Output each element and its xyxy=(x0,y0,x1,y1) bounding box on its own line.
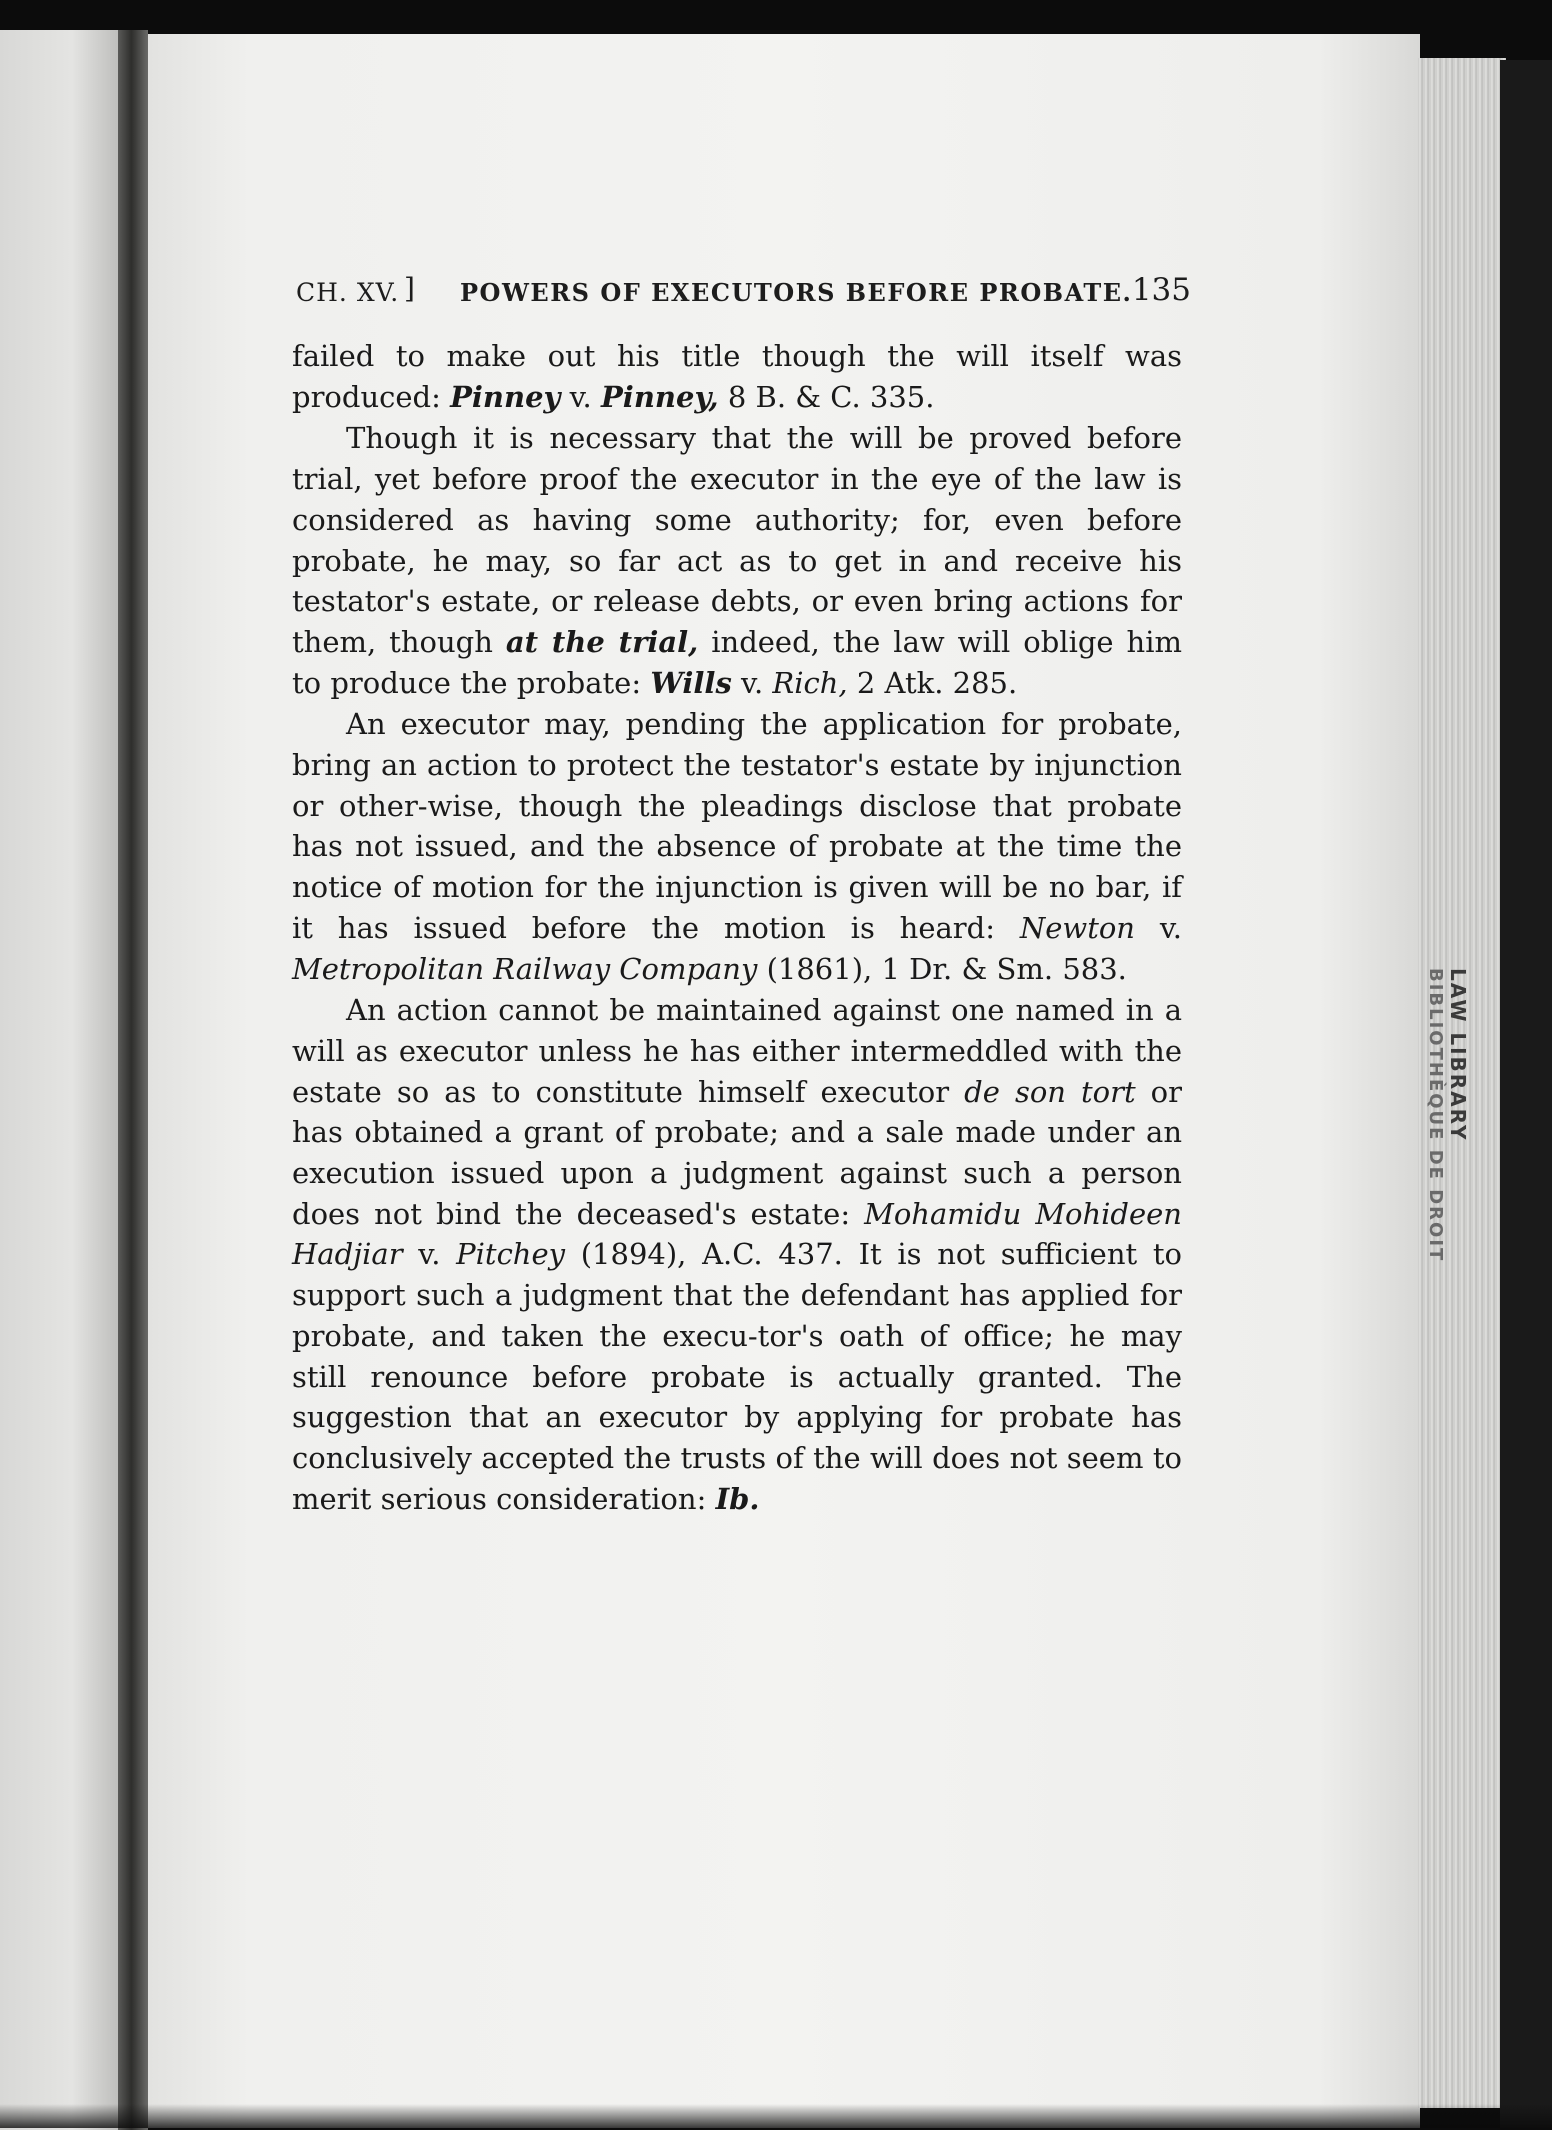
paragraph xyxy=(292,336,1182,417)
text-run: 8 B. & C. 335. xyxy=(718,379,935,414)
text-run: or has obtained a grant of probate; and a sale made under an execution issued upon a judgment against such a person does not bind the deceased's estate: xyxy=(292,1074,1183,1231)
paragraph xyxy=(292,704,1182,989)
body-text xyxy=(292,336,1182,1516)
scan-right-border xyxy=(1500,60,1552,2128)
case-citation: Newton xyxy=(1019,910,1135,945)
text-run: v. xyxy=(1134,910,1182,945)
chapter-label: CH. XV. xyxy=(296,278,400,307)
text-run: An action cannot be maintained against one named in a will as executor unless he has either intermeddled with the estate so as to constitute himself executor xyxy=(292,993,1182,1109)
case-citation: Pitchey xyxy=(456,1237,566,1272)
library-stamp xyxy=(1418,968,1478,1308)
library-stamp-line1: LAW LIBRARY xyxy=(1446,968,1470,1142)
text-run: (1861), 1 Dr. & Sm. 583. xyxy=(757,951,1127,986)
chapter-bracket: ] xyxy=(404,272,415,305)
library-stamp-line2: BIBLIOTHÈQUE DE DROIT xyxy=(1425,968,1446,1263)
case-citation: Metropolitan Railway Company xyxy=(292,951,758,986)
text-run: indeed, the law will oblige him to produce the probate: xyxy=(292,624,1183,700)
facing-page-edge xyxy=(0,30,120,2130)
case-citation: Ib. xyxy=(715,1481,760,1516)
book-gutter xyxy=(118,30,148,2130)
case-citation: Wills xyxy=(650,665,732,700)
text-run: failed to make out his title though the will itself was produced: xyxy=(292,339,1182,414)
case-citation: at the trial, xyxy=(505,624,699,659)
text-run: 2 Atk. 285. xyxy=(847,665,1018,700)
case-citation: Rich, xyxy=(772,665,848,700)
running-head xyxy=(296,272,1191,312)
case-citation: de son tort xyxy=(964,1074,1136,1109)
text-run: v. xyxy=(560,379,601,414)
scan-bottom-shadow xyxy=(0,2104,1552,2128)
case-citation: Pinney, xyxy=(601,379,719,414)
text-run: An executor may, pending the application for probate, bring an action to protect the testator's estate by injunction or other-wise, though the pleadings disclose that probate has not issued, and the absence of probate at the time the notice of motion for the injunction is given will be no bar, if it has issued before the motion is heard: xyxy=(292,707,1182,945)
text-run: (1894), A.C. 437. It is not sufficient to support such a judgment that the defendant has applied for probate, and taken the execu-tor's oath of office; he may still renounce before probate is actually granted. The suggestion that an executor by applying for probate has conclusively accepted the trusts of the will does not seem to merit serious consideration: xyxy=(292,1237,1182,1516)
scan-top-border xyxy=(0,0,1552,36)
text-run: Though it is necessary that the will be proved before trial, yet before proof the executor in the eye of the law is considered as having some authority; for, even before probate, he may, so far act as to get in and receive his testator's estate, or release debts, or even bring actions for them, though xyxy=(292,421,1182,659)
text-run: v. xyxy=(402,1237,457,1272)
case-citation: Mohamidu Mohideen Hadjiar xyxy=(292,1196,1182,1272)
paragraph xyxy=(292,990,1182,1519)
page-number: 135 xyxy=(1131,272,1191,308)
text-run: v. xyxy=(731,665,773,700)
paragraph xyxy=(292,418,1182,703)
running-head-title: POWERS OF EXECUTORS BEFORE PROBATE. xyxy=(460,278,1133,307)
case-citation: Pinney xyxy=(450,379,561,414)
